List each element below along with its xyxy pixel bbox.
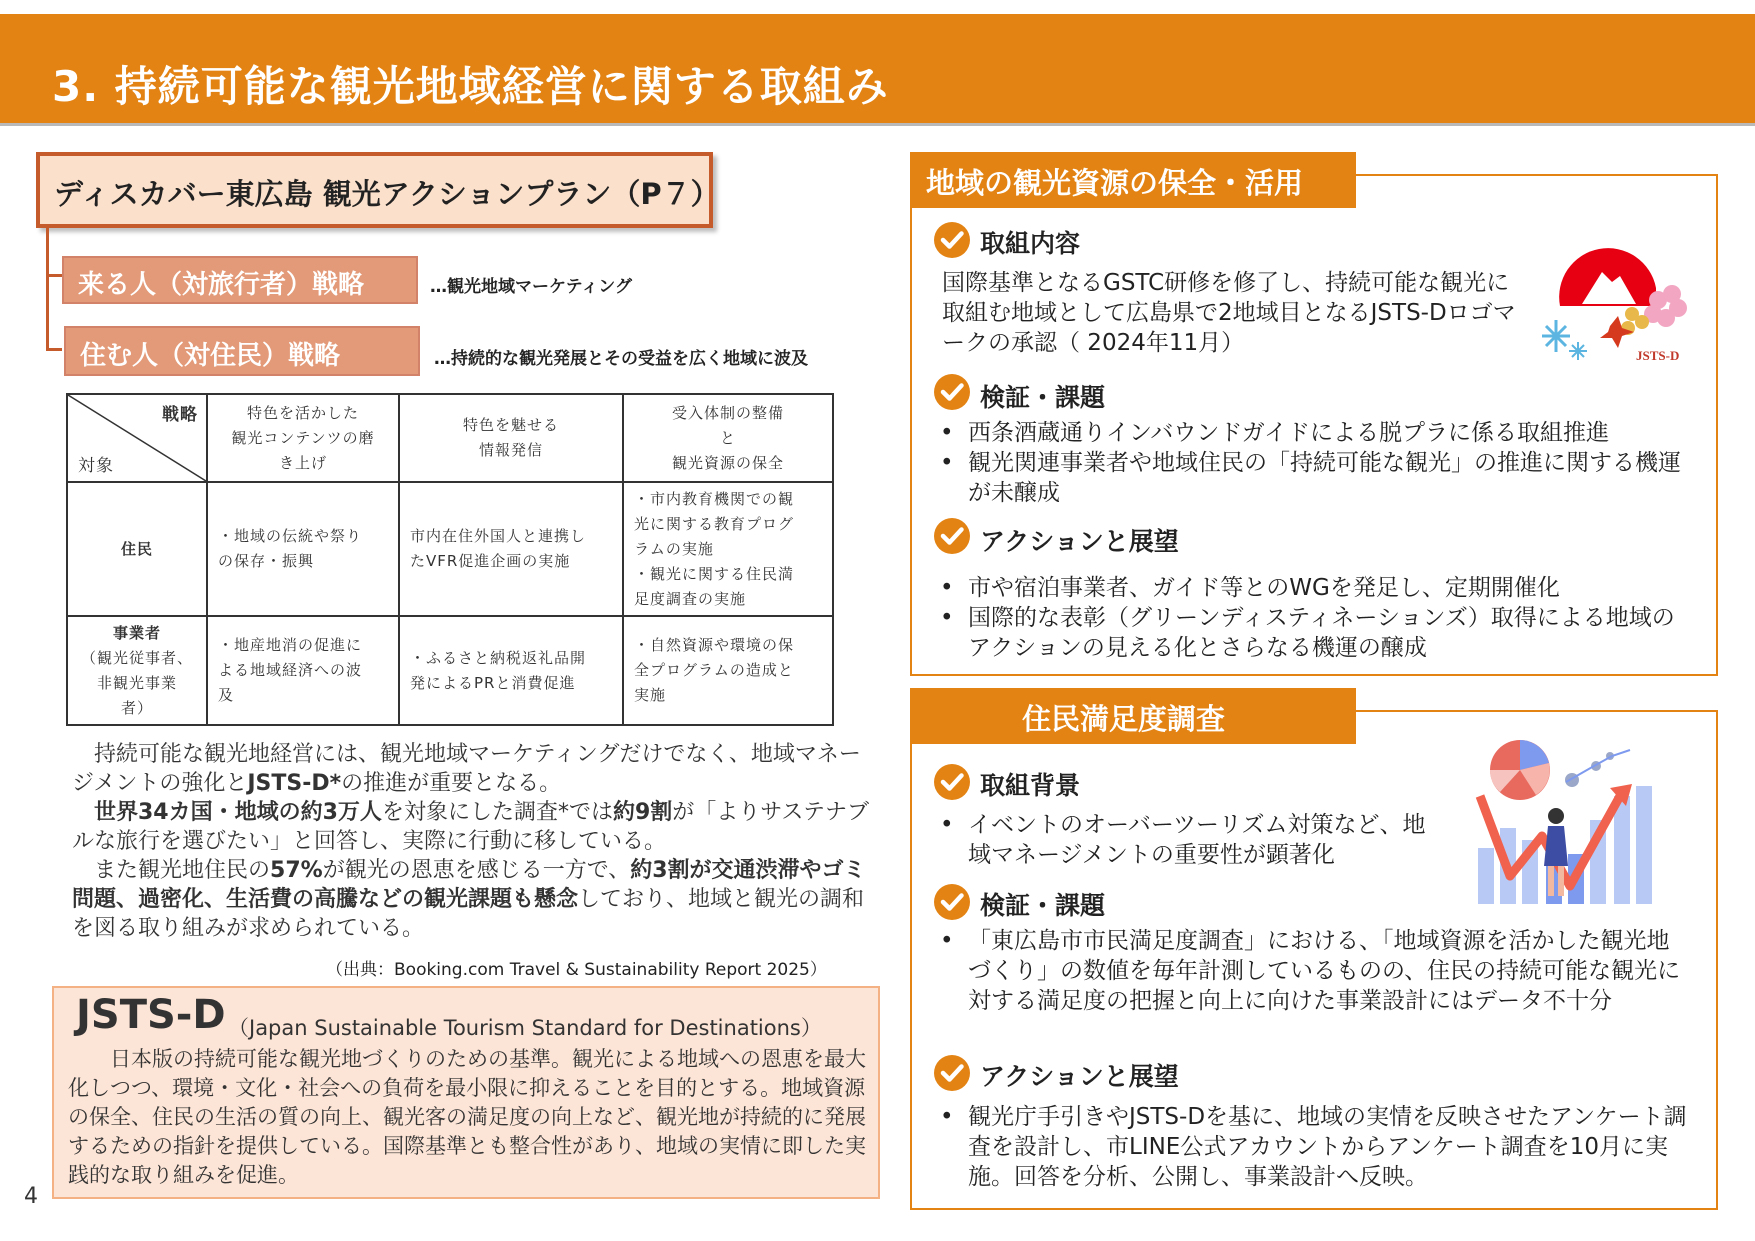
panel-2-tab bbox=[910, 688, 1356, 744]
jsts-d-body: 日本版の持続可能な観光地づくりのための基準。観光による地域への恩恵を最大化しつつ、環境・文化・社会への負荷を最小限に抑えることを目的とする。地域資源の保全、住民の生活の質の向上、観光客の満足度の向上など、観光地が持続的に発展するための指針を提供している。国際基準とも整合性があり、地域の実情に即した実践的な取り組みを促進。 bbox=[68, 1047, 866, 1187]
action-plan-title-box bbox=[36, 152, 720, 228]
panel-2-section-2-list bbox=[938, 926, 1690, 1016]
table-cell: ・地産地消の促進に よる地域経済への波 及 bbox=[207, 616, 399, 725]
table-target-cell: 住民 bbox=[67, 482, 207, 616]
table-target-main: 事業者 bbox=[112, 623, 161, 642]
action-plan-title: ディスカバー東広島 観光アクションプラン（P７） bbox=[54, 177, 720, 211]
check-circle-icon bbox=[934, 222, 970, 258]
survey-chart-illustration bbox=[1470, 736, 1660, 906]
paragraph-3-mid: が観光の恩恵を感じる一方で、 bbox=[322, 858, 631, 883]
list-item: • 観光関連事業者や地域住民の「持続可能な観光」の推進に関する機運が未醸成 bbox=[938, 448, 1690, 508]
paragraph-3-bold-2: 約3割が交通渋滞やゴミ問題、過密化、生活費の高騰などの観光課題も懸念 bbox=[72, 858, 866, 912]
jsts-d-title: JSTS-D bbox=[76, 992, 226, 1038]
paragraph-2-mid: を対象にした調査*では bbox=[381, 800, 613, 825]
corner-strategy-label: 戦略 bbox=[162, 405, 198, 425]
table-header-cell: 特色を魅せる 情報発信 bbox=[399, 394, 623, 482]
strategy-resident-label: 住む人（対住民）戦略 bbox=[80, 341, 341, 371]
panel-2-section-3-title: アクションと展望 bbox=[980, 1062, 1179, 1091]
paragraph-1-text: 持続可能な観光地経営には、観光地域マーケティングだけでなく、地域マネージメントの強化と bbox=[72, 742, 861, 796]
strategy-resident-box bbox=[64, 326, 420, 376]
jsts-d-logo bbox=[1532, 248, 1692, 366]
paragraph-1-end: の推進が重要となる。 bbox=[341, 771, 562, 796]
table-header-cell: 特色を活かした 観光コンテンツの磨 き上げ bbox=[207, 394, 399, 482]
check-circle-icon bbox=[934, 1055, 970, 1091]
table-target-sub: （観光従事者、 非観光事業 者） bbox=[80, 648, 193, 717]
paragraph-3 bbox=[72, 856, 872, 943]
table-row bbox=[67, 482, 833, 616]
panel-1-section-2-list bbox=[938, 418, 1690, 508]
check-circle-icon bbox=[934, 374, 970, 410]
strategy-table bbox=[66, 393, 834, 726]
panel-1-section-3-list bbox=[938, 573, 1690, 663]
strategy-resident-note: …持続的な観光発展とその受益を広く地域に波及 bbox=[434, 349, 808, 369]
panel-2-section-3-list bbox=[938, 1102, 1690, 1192]
panel-1-section-2-title: 検証・課題 bbox=[980, 383, 1106, 412]
panel-1-section-1-title: 取組内容 bbox=[980, 229, 1081, 258]
list-item: • イベントのオーバーツーリズム対策など、地域マネージメントの重要性が顕著化 bbox=[938, 810, 1438, 870]
page-number: 4 bbox=[24, 1184, 38, 1209]
table-cell: ・地域の伝統や祭り の保存・振興 bbox=[207, 482, 399, 616]
panel-1-section-3-title: アクションと展望 bbox=[980, 527, 1179, 556]
panel-1-tab bbox=[910, 152, 1356, 208]
list-item: • 「東広島市市民満足度調査」における、「地域資源を活かした観光地づくり」の数値を毎年計測しているものの、住民の持続可能な観光に対する満足度の把握と向上に向けた事業設計にはデータ不十分 bbox=[938, 926, 1690, 1016]
source-citation: （出典：Booking.com Travel & Sustainability Report 2025） bbox=[326, 960, 827, 980]
tree-connector-vertical bbox=[46, 228, 49, 350]
table-target-cell bbox=[67, 616, 207, 725]
table-header-row bbox=[67, 394, 833, 482]
corner-target-label: 対象 bbox=[78, 456, 114, 476]
tree-connector-2 bbox=[46, 348, 62, 351]
paragraph-3-bold-1: 57% bbox=[270, 858, 323, 883]
table-row bbox=[67, 616, 833, 725]
strategy-visitor-note: …観光地域マーケティング bbox=[430, 277, 632, 297]
strategy-visitor-label: 来る人（対旅行者）戦略 bbox=[78, 270, 365, 300]
table-corner-cell bbox=[67, 394, 207, 482]
jsts-d-logo-text: JSTS-D bbox=[1636, 348, 1680, 363]
table-cell: ・市内教育機関での観 光に関する教育プログ ラムの実施 ・観光に関する住民満 足度調査の実施 bbox=[623, 482, 833, 616]
header-bar bbox=[0, 14, 1755, 126]
paragraph-2-bold-1: 世界34カ国・地域の約3万人 bbox=[94, 800, 382, 825]
table-cell: 市内在住外国人と連携し たVFR促進企画の実施 bbox=[399, 482, 623, 616]
table-cell: ・ふるさと納税返礼品開 発によるPRと消費促進 bbox=[399, 616, 623, 725]
panel-2-section-1-title: 取組背景 bbox=[980, 771, 1081, 800]
panel-2-section-1-list bbox=[938, 810, 1438, 870]
page-title: 3. 持続可能な観光地域経営に関する取組み bbox=[52, 62, 889, 111]
jsts-d-subtitle: （Japan Sustainable Tourism Standard for Destinations） bbox=[228, 1016, 822, 1040]
paragraph-2-end: が「よりサステナブルな旅行を選びたい」と回答し、実際に行動に移している。 bbox=[72, 800, 869, 854]
paragraph-2-bold-2: 約9割 bbox=[612, 800, 673, 825]
paragraph-1-bold: JSTS-D* bbox=[247, 771, 342, 796]
survey-illustration-graphic bbox=[1470, 736, 1660, 906]
list-item: • 市や宿泊事業者、ガイド等とのWGを発足し、定期開催化 bbox=[938, 573, 1690, 603]
strategy-visitor-box bbox=[62, 256, 418, 304]
list-item: • 観光庁手引きやJSTS-Dを基に、地域の実情を反映させたアンケート調査を設計し、市LINE公式アカウントからアンケート調査を10月に実施。回答を分析、公開し、事業設計へ反映。 bbox=[938, 1102, 1690, 1192]
tree-connector-1 bbox=[46, 274, 62, 277]
table-cell: ・自然資源や環境の保 全プログラムの造成と 実施 bbox=[623, 616, 833, 725]
panel-2-section-2-title: 検証・課題 bbox=[980, 891, 1106, 920]
jsts-d-info-box bbox=[52, 986, 880, 1199]
paragraph-1 bbox=[72, 740, 872, 798]
check-circle-icon bbox=[934, 884, 970, 920]
list-item: • 国際的な表彰（グリーンディスティネーションズ）取得による地域のアクションの見える化とさらなる機運の醸成 bbox=[938, 603, 1690, 663]
paragraph-3-end: しており、地域と観光の調和を図る取り組みが求められている。 bbox=[72, 887, 865, 941]
check-circle-icon bbox=[934, 764, 970, 800]
paragraph-2 bbox=[72, 798, 872, 856]
check-circle-icon bbox=[934, 518, 970, 554]
panel-2-tab-label: 住民満足度調査 bbox=[1022, 702, 1226, 736]
paragraph-3-start: また観光地住民の bbox=[94, 858, 271, 883]
panel-1-tab-label: 地域の観光資源の保全・活用 bbox=[926, 166, 1304, 200]
list-item: • 西条酒蔵通りインバウンドガイドによる脱プラに係る取組推進 bbox=[938, 418, 1690, 448]
table-header-cell: 受入体制の整備 と 観光資源の保全 bbox=[623, 394, 833, 482]
body-paragraphs bbox=[72, 740, 872, 943]
panel-1-section-1-body: 国際基準となるGSTC研修を修了し、持続可能な観光に取組む地域として広島県で2地域目となるJSTS-Dロゴマークの承認（ 2024年11月） bbox=[942, 270, 1516, 356]
